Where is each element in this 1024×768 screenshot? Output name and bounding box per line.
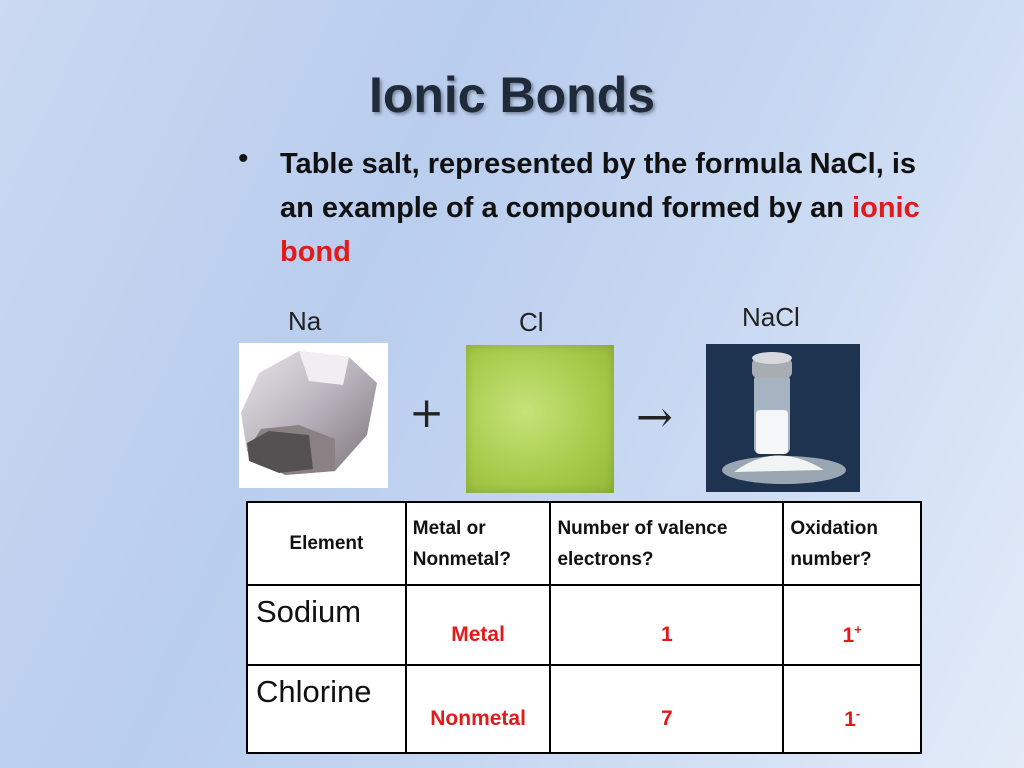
oxidation-sign: - [855, 705, 861, 721]
plus-sign: + [409, 388, 445, 437]
oxidation-sign: + [854, 621, 862, 637]
valence-count: 7 [550, 665, 783, 753]
element-type: Nonmetal [406, 665, 551, 753]
sodium-metal-image [239, 343, 388, 488]
element-type: Metal [406, 585, 551, 665]
table-row [247, 585, 921, 665]
header-element: Element [247, 502, 406, 585]
oxidation-number: 1+ [783, 585, 921, 665]
table-row [247, 665, 921, 753]
table-header-row [247, 502, 921, 585]
header-valence-electrons: Number of valence electrons? [550, 502, 783, 585]
header-oxidation-number: Oxidation number? [783, 502, 921, 585]
element-name: Sodium [247, 585, 406, 665]
valence-count: 1 [550, 585, 783, 665]
header-metal-or-nonmetal: Metal or Nonmetal? [406, 502, 551, 585]
slide-title: Ionic Bonds [368, 67, 656, 123]
label-na: Na [288, 306, 322, 336]
bullet-text-highlight: ionic bond [280, 192, 920, 268]
element-name: Chlorine [247, 665, 406, 753]
salt-shaker-image [706, 344, 860, 492]
bullet-dot-icon: • [238, 142, 249, 175]
label-cl: Cl [519, 307, 544, 337]
bullet-text [280, 142, 920, 274]
chlorine-gas-image [466, 345, 614, 493]
label-nacl: NaCl [742, 302, 800, 332]
bullet-text-main: Table salt, represented by the formula NaCl, is an example of a compound formed by an [280, 148, 917, 224]
reaction-arrow-icon: → [636, 392, 673, 443]
oxidation-number: 1- [783, 665, 921, 753]
element-table [246, 501, 922, 754]
